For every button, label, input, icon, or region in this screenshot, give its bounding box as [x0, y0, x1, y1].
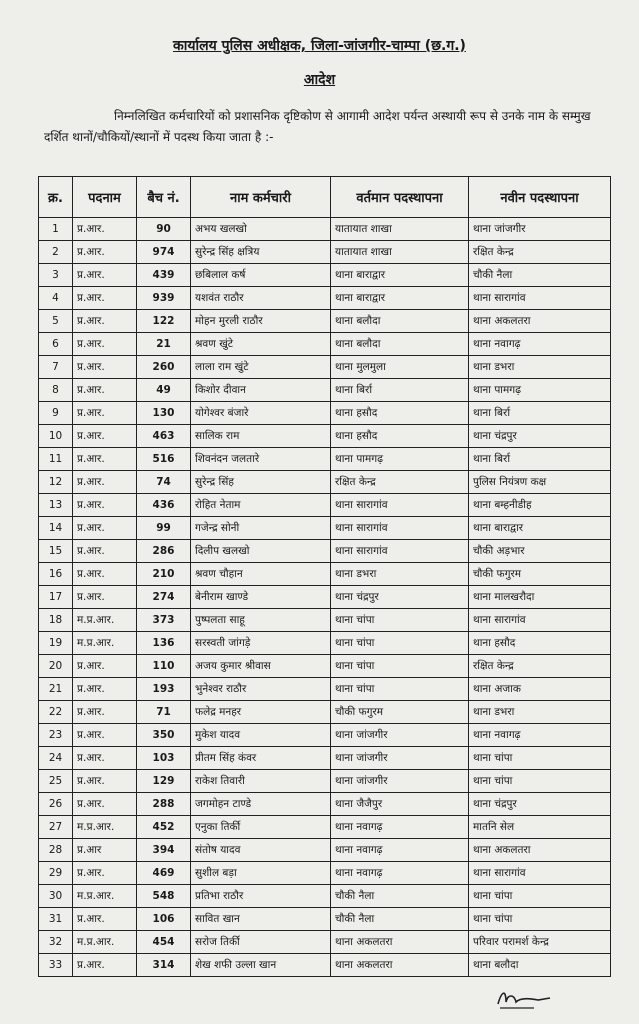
cell-badge-number: 454	[137, 931, 191, 954]
table-row	[39, 471, 611, 494]
cell-serial: 20	[39, 655, 73, 678]
cell-current-posting: थाना चंद्रपुर	[331, 586, 469, 609]
cell-current-posting: थाना बाराद्वार	[331, 264, 469, 287]
table-row	[39, 402, 611, 425]
cell-badge-number: 74	[137, 471, 191, 494]
cell-current-posting: थाना बलौदा	[331, 310, 469, 333]
table-row	[39, 264, 611, 287]
cell-employee-name: भुनेश्वर राठौर	[191, 678, 331, 701]
cell-employee-name: गजेन्द्र सोनी	[191, 517, 331, 540]
table-body	[39, 218, 611, 977]
cell-badge-number: 314	[137, 954, 191, 977]
cell-new-posting: थाना सारागांव	[469, 287, 611, 310]
cell-rank: प्र.आर.	[73, 310, 137, 333]
cell-badge-number: 210	[137, 563, 191, 586]
table-row	[39, 218, 611, 241]
cell-current-posting: थाना बिर्रा	[331, 379, 469, 402]
cell-badge-number: 394	[137, 839, 191, 862]
table-row	[39, 954, 611, 977]
office-title: कार्यालय पुलिस अधीक्षक, जिला-जांजगीर-चाम्पा (छ.ग.)	[173, 38, 466, 54]
cell-employee-name: अजय कुमार श्रीवास	[191, 655, 331, 678]
cell-serial: 2	[39, 241, 73, 264]
table-header-row	[39, 177, 611, 218]
table-row	[39, 655, 611, 678]
cell-current-posting: थाना हसौद	[331, 402, 469, 425]
cell-current-posting: थाना चांपा	[331, 655, 469, 678]
cell-new-posting: थाना पामगढ़	[469, 379, 611, 402]
table-row	[39, 793, 611, 816]
cell-new-posting: चौकी नैला	[469, 264, 611, 287]
table-row	[39, 931, 611, 954]
table-row	[39, 425, 611, 448]
cell-new-posting: थाना अकलतरा	[469, 310, 611, 333]
cell-new-posting: थाना चांपा	[469, 770, 611, 793]
cell-new-posting: थाना बिर्रा	[469, 402, 611, 425]
table-row	[39, 816, 611, 839]
cell-new-posting: थाना डभरा	[469, 356, 611, 379]
column-header-badge: बैच नं.	[137, 177, 191, 218]
table-row	[39, 908, 611, 931]
cell-employee-name: संतोष यादव	[191, 839, 331, 862]
cell-serial: 30	[39, 885, 73, 908]
cell-rank: प्र.आर.	[73, 540, 137, 563]
cell-new-posting: रक्षित केन्द्र	[469, 241, 611, 264]
table-row	[39, 724, 611, 747]
cell-employee-name: मोहन मुरली राठौर	[191, 310, 331, 333]
table-row	[39, 379, 611, 402]
cell-current-posting: थाना मुलमुला	[331, 356, 469, 379]
cell-badge-number: 274	[137, 586, 191, 609]
cell-employee-name: छबिलाल कर्ष	[191, 264, 331, 287]
cell-new-posting: चौकी अड़भार	[469, 540, 611, 563]
cell-serial: 1	[39, 218, 73, 241]
cell-current-posting: थाना सारागांव	[331, 494, 469, 517]
cell-new-posting: थाना नवागढ़	[469, 724, 611, 747]
cell-serial: 16	[39, 563, 73, 586]
table-row	[39, 448, 611, 471]
cell-new-posting: थाना डभरा	[469, 701, 611, 724]
cell-current-posting: थाना पामगढ़	[331, 448, 469, 471]
table-row	[39, 678, 611, 701]
cell-rank: म.प्र.आर.	[73, 816, 137, 839]
cell-serial: 33	[39, 954, 73, 977]
cell-employee-name: प्रतिभा राठौर	[191, 885, 331, 908]
cell-current-posting: थाना अकलतरा	[331, 931, 469, 954]
cell-current-posting: रक्षित केन्द्र	[331, 471, 469, 494]
signature-mark	[494, 984, 554, 1012]
cell-serial: 13	[39, 494, 73, 517]
table-row	[39, 632, 611, 655]
table-row	[39, 333, 611, 356]
cell-employee-name: प्रीतम सिंह कंवर	[191, 747, 331, 770]
cell-new-posting: थाना जांजगीर	[469, 218, 611, 241]
cell-new-posting: थाना बाराद्वार	[469, 517, 611, 540]
cell-new-posting: थाना मालखरौदा	[469, 586, 611, 609]
cell-badge-number: 110	[137, 655, 191, 678]
cell-serial: 23	[39, 724, 73, 747]
cell-serial: 6	[39, 333, 73, 356]
cell-employee-name: पुष्पलता साहू	[191, 609, 331, 632]
cell-serial: 19	[39, 632, 73, 655]
cell-badge-number: 106	[137, 908, 191, 931]
cell-new-posting: थाना चांपा	[469, 747, 611, 770]
cell-rank: प्र.आर.	[73, 908, 137, 931]
cell-badge-number: 939	[137, 287, 191, 310]
transfer-table	[38, 176, 611, 977]
cell-rank: प्र.आर.	[73, 655, 137, 678]
cell-rank: प्र.आर.	[73, 563, 137, 586]
cell-current-posting: थाना नवागढ़	[331, 839, 469, 862]
table-row	[39, 862, 611, 885]
column-header-name: नाम कर्मचारी	[191, 177, 331, 218]
cell-employee-name: श्रवण चौहान	[191, 563, 331, 586]
cell-rank: प्र.आर.	[73, 517, 137, 540]
cell-badge-number: 122	[137, 310, 191, 333]
cell-employee-name: दिलीप खलखो	[191, 540, 331, 563]
cell-serial: 29	[39, 862, 73, 885]
column-header-sn: क्र.	[39, 177, 73, 218]
cell-badge-number: 130	[137, 402, 191, 425]
cell-rank: म.प्र.आर.	[73, 632, 137, 655]
table-row	[39, 839, 611, 862]
cell-rank: प्र.आर.	[73, 494, 137, 517]
cell-rank: प्र.आर.	[73, 770, 137, 793]
cell-new-posting: थाना बिर्रा	[469, 448, 611, 471]
cell-badge-number: 193	[137, 678, 191, 701]
cell-current-posting: थाना अकलतरा	[331, 954, 469, 977]
cell-employee-name: यशवंत राठौर	[191, 287, 331, 310]
cell-rank: प्र.आर.	[73, 241, 137, 264]
cell-rank: प्र.आर.	[73, 402, 137, 425]
cell-badge-number: 90	[137, 218, 191, 241]
cell-serial: 3	[39, 264, 73, 287]
cell-employee-name: राकेश तिवारी	[191, 770, 331, 793]
table-row	[39, 563, 611, 586]
cell-new-posting: पुलिस नियंत्रण कक्ष	[469, 471, 611, 494]
cell-employee-name: श्रवण खुंटे	[191, 333, 331, 356]
table-row	[39, 747, 611, 770]
cell-employee-name: एनुका तिर्की	[191, 816, 331, 839]
cell-current-posting: चौकी फगुरम	[331, 701, 469, 724]
cell-rank: प्र.आर.	[73, 678, 137, 701]
cell-new-posting: थाना अकलतरा	[469, 839, 611, 862]
cell-rank: प्र.आर.	[73, 425, 137, 448]
cell-rank: प्र.आर.	[73, 264, 137, 287]
cell-rank: प्र.आर.	[73, 862, 137, 885]
cell-current-posting: चौकी नैला	[331, 908, 469, 931]
cell-serial: 32	[39, 931, 73, 954]
cell-serial: 14	[39, 517, 73, 540]
cell-serial: 10	[39, 425, 73, 448]
cell-rank: प्र.आर.	[73, 356, 137, 379]
cell-new-posting: थाना सारागांव	[469, 862, 611, 885]
cell-rank: प्र.आर.	[73, 471, 137, 494]
cell-badge-number: 286	[137, 540, 191, 563]
cell-current-posting: थाना डभरा	[331, 563, 469, 586]
cell-rank: प्र.आर.	[73, 701, 137, 724]
cell-rank: प्र.आर	[73, 839, 137, 862]
cell-new-posting: थाना बम्हनीडीह	[469, 494, 611, 517]
cell-current-posting: थाना सारागांव	[331, 540, 469, 563]
cell-employee-name: सरस्वती जांगड़े	[191, 632, 331, 655]
cell-new-posting: चौकी फगुरम	[469, 563, 611, 586]
cell-new-posting: थाना नवागढ़	[469, 333, 611, 356]
cell-employee-name: किशोर दीवान	[191, 379, 331, 402]
cell-serial: 22	[39, 701, 73, 724]
cell-current-posting: थाना हसौद	[331, 425, 469, 448]
cell-badge-number: 99	[137, 517, 191, 540]
cell-rank: प्र.आर.	[73, 586, 137, 609]
cell-badge-number: 260	[137, 356, 191, 379]
cell-rank: प्र.आर.	[73, 954, 137, 977]
cell-rank: प्र.आर.	[73, 724, 137, 747]
cell-current-posting: यातायात शाखा	[331, 218, 469, 241]
cell-employee-name: सुरेन्द्र सिंह क्षत्रिय	[191, 241, 331, 264]
cell-current-posting: थाना नवागढ़	[331, 816, 469, 839]
table-row	[39, 287, 611, 310]
cell-serial: 4	[39, 287, 73, 310]
cell-rank: म.प्र.आर.	[73, 885, 137, 908]
cell-new-posting: परिवार परामर्श केन्द्र	[469, 931, 611, 954]
table-row	[39, 885, 611, 908]
cell-current-posting: थाना बाराद्वार	[331, 287, 469, 310]
cell-current-posting: थाना जांजगीर	[331, 747, 469, 770]
column-header-new-posting: नवीन पदस्थापना	[469, 177, 611, 218]
cell-current-posting: थाना सारागांव	[331, 517, 469, 540]
cell-serial: 25	[39, 770, 73, 793]
cell-badge-number: 439	[137, 264, 191, 287]
cell-current-posting: चौकी नैला	[331, 885, 469, 908]
cell-badge-number: 350	[137, 724, 191, 747]
cell-serial: 7	[39, 356, 73, 379]
cell-rank: म.प्र.आर.	[73, 931, 137, 954]
order-title: आदेश	[303, 72, 336, 88]
cell-serial: 8	[39, 379, 73, 402]
table-row	[39, 609, 611, 632]
cell-badge-number: 103	[137, 747, 191, 770]
cell-serial: 26	[39, 793, 73, 816]
cell-rank: प्र.आर.	[73, 218, 137, 241]
cell-rank: म.प्र.आर.	[73, 609, 137, 632]
cell-serial: 12	[39, 471, 73, 494]
cell-employee-name: सुशील बड़ा	[191, 862, 331, 885]
table-row	[39, 586, 611, 609]
cell-new-posting: थाना चांपा	[469, 885, 611, 908]
cell-serial: 17	[39, 586, 73, 609]
table-row	[39, 770, 611, 793]
cell-new-posting: थाना चंद्रपुर	[469, 425, 611, 448]
cell-current-posting: थाना जैजैपुर	[331, 793, 469, 816]
cell-badge-number: 516	[137, 448, 191, 471]
cell-new-posting: थाना बलौदा	[469, 954, 611, 977]
cell-employee-name: अभय खलखो	[191, 218, 331, 241]
cell-badge-number: 548	[137, 885, 191, 908]
cell-new-posting: थाना हसौद	[469, 632, 611, 655]
cell-badge-number: 288	[137, 793, 191, 816]
cell-serial: 9	[39, 402, 73, 425]
cell-serial: 27	[39, 816, 73, 839]
cell-badge-number: 71	[137, 701, 191, 724]
table-row	[39, 241, 611, 264]
cell-current-posting: थाना चांपा	[331, 678, 469, 701]
cell-employee-name: लाला राम खुंटे	[191, 356, 331, 379]
cell-current-posting: थाना जांजगीर	[331, 724, 469, 747]
cell-serial: 18	[39, 609, 73, 632]
table-row	[39, 701, 611, 724]
cell-employee-name: रोहित नेताम	[191, 494, 331, 517]
cell-badge-number: 469	[137, 862, 191, 885]
cell-badge-number: 129	[137, 770, 191, 793]
cell-badge-number: 436	[137, 494, 191, 517]
cell-serial: 11	[39, 448, 73, 471]
cell-employee-name: सावित खान	[191, 908, 331, 931]
cell-new-posting: थाना चंद्रपुर	[469, 793, 611, 816]
cell-serial: 31	[39, 908, 73, 931]
cell-badge-number: 136	[137, 632, 191, 655]
cell-employee-name: सुरेन्द्र सिंह	[191, 471, 331, 494]
cell-badge-number: 49	[137, 379, 191, 402]
cell-current-posting: यातायात शाखा	[331, 241, 469, 264]
cell-new-posting: रक्षित केन्द्र	[469, 655, 611, 678]
cell-employee-name: योगेश्वर बंजारे	[191, 402, 331, 425]
cell-current-posting: थाना चांपा	[331, 632, 469, 655]
column-header-current-posting: वर्तमान पदस्थापना	[331, 177, 469, 218]
cell-rank: प्र.आर.	[73, 333, 137, 356]
cell-employee-name: सरोज तिर्की	[191, 931, 331, 954]
cell-employee-name: मुकेश यादव	[191, 724, 331, 747]
cell-serial: 5	[39, 310, 73, 333]
cell-current-posting: थाना नवागढ़	[331, 862, 469, 885]
cell-current-posting: थाना जांजगीर	[331, 770, 469, 793]
cell-rank: प्र.आर.	[73, 287, 137, 310]
cell-employee-name: शिवनंदन जलतारे	[191, 448, 331, 471]
cell-badge-number: 452	[137, 816, 191, 839]
cell-badge-number: 463	[137, 425, 191, 448]
cell-employee-name: सालिक राम	[191, 425, 331, 448]
cell-serial: 24	[39, 747, 73, 770]
cell-serial: 15	[39, 540, 73, 563]
table-row	[39, 517, 611, 540]
cell-badge-number: 21	[137, 333, 191, 356]
cell-new-posting: थाना सारागांव	[469, 609, 611, 632]
table-row	[39, 356, 611, 379]
cell-serial: 28	[39, 839, 73, 862]
table-row	[39, 494, 611, 517]
cell-rank: प्र.आर.	[73, 379, 137, 402]
cell-rank: प्र.आर.	[73, 747, 137, 770]
intro-paragraph: निम्नलिखित कर्मचारियों को प्रशासनिक दृष्टिकोण से आगामी आदेश पर्यन्त अस्थायी रूप से उनके नाम के सम्मुख दर्शित थानों/चौकियों/स्थानों में पदस्थ किया जाता है :-	[44, 109, 591, 144]
table-row	[39, 310, 611, 333]
cell-new-posting: मातनि सेल	[469, 816, 611, 839]
cell-new-posting: थाना अजाक	[469, 678, 611, 701]
column-header-rank: पदनाम	[73, 177, 137, 218]
cell-badge-number: 373	[137, 609, 191, 632]
cell-employee-name: शेख शफी उल्ला खान	[191, 954, 331, 977]
cell-employee-name: बेनीराम खाण्डे	[191, 586, 331, 609]
cell-serial: 21	[39, 678, 73, 701]
cell-rank: प्र.आर.	[73, 448, 137, 471]
cell-employee-name: जगमोहन टाण्डे	[191, 793, 331, 816]
table-row	[39, 540, 611, 563]
cell-new-posting: थाना चांपा	[469, 908, 611, 931]
cell-current-posting: थाना चांपा	[331, 609, 469, 632]
cell-employee-name: फलेद्र मनहर	[191, 701, 331, 724]
cell-rank: प्र.आर.	[73, 793, 137, 816]
cell-badge-number: 974	[137, 241, 191, 264]
cell-current-posting: थाना बलौदा	[331, 333, 469, 356]
